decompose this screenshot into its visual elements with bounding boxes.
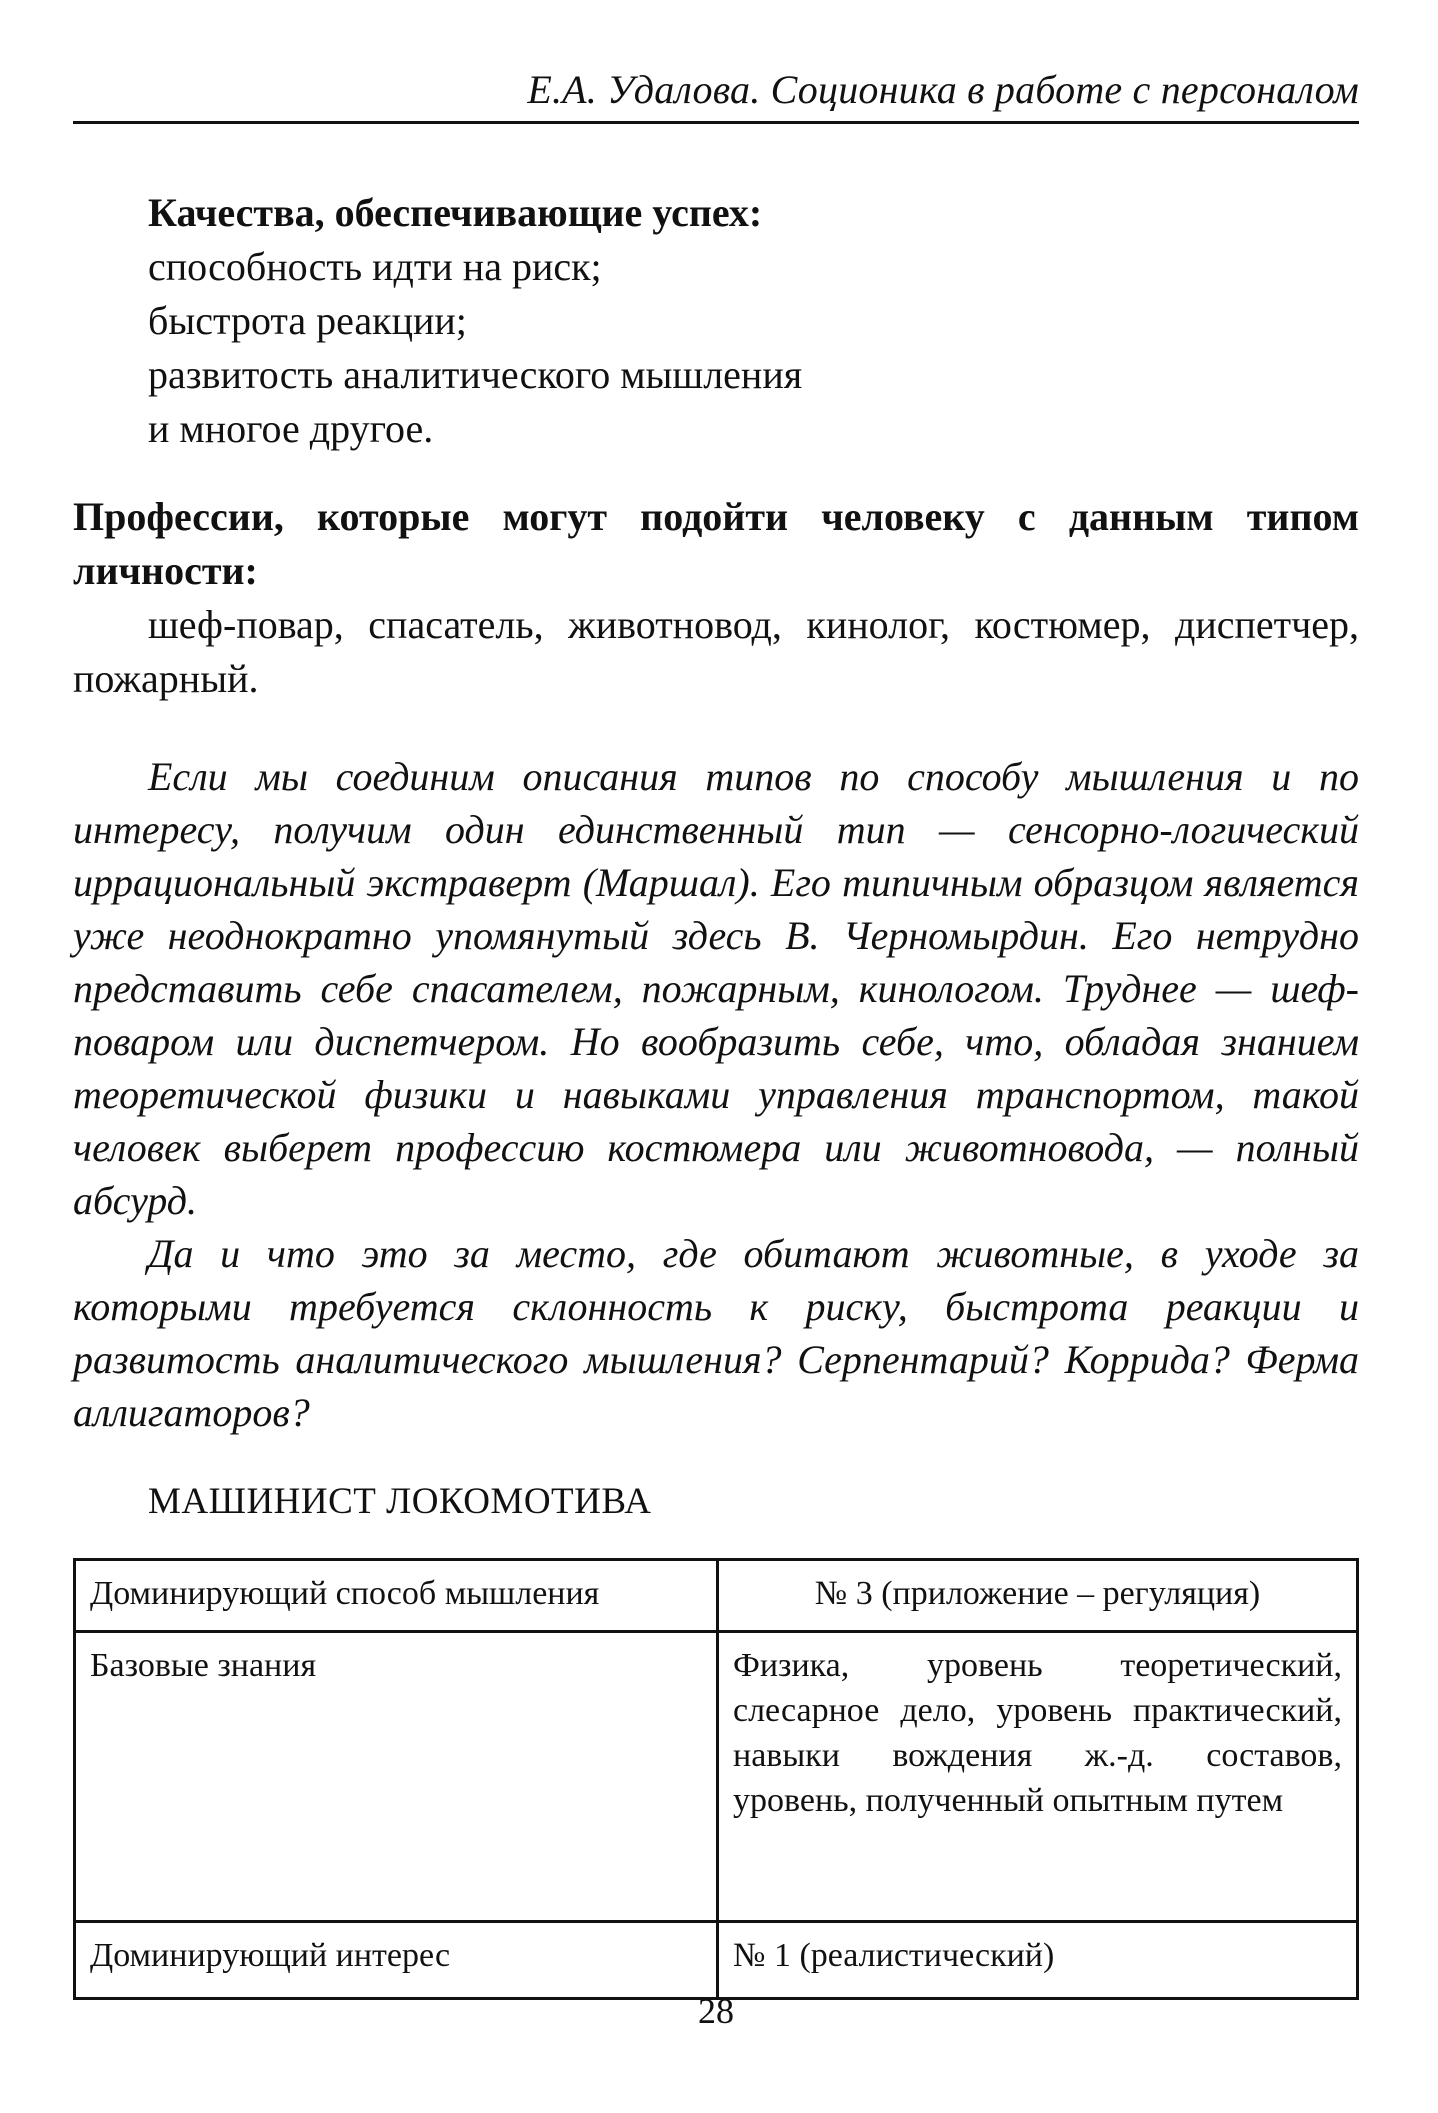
table-cell-value: Физика, уровень теоретический, слесарное дело, уровень практический, навыки вождения ж.-д. составов, уровень, полученный опытным путем [718,1632,1358,1922]
profession-table [73,1558,1359,2000]
header-rule [73,121,1359,124]
page-number: 28 [698,1991,734,2031]
table-cell-label: Доминирующий интерес [75,1922,718,1999]
professions-list: шеф-повар, спасатель, животновод, кинолог, костюмер, диспетчер, пожарный. [73,602,1359,701]
table-cell-label: Доминирующий способ мышления [75,1560,718,1632]
table-row [75,1922,1358,1999]
professions-heading: Профессии, которые могут подойти человеку с данным типом личности: [73,494,1359,593]
qualities-item: развитость аналитического мышления [148,352,803,397]
qualities-item: быстрота реакции; [148,298,467,343]
table-cell-value: № 1 (реалистический) [718,1922,1358,1999]
table-row [75,1560,1358,1632]
running-header: Е.А. Удалова. Соционика в работе с персоналом [527,67,1359,112]
table-cell-value: № 3 (приложение – регуляция) [718,1560,1358,1632]
table-row [75,1632,1358,1922]
book-page [73,0,1359,2113]
qualities-section [73,186,1359,456]
commentary-section [73,750,1359,1439]
qualities-heading: Качества, обеспечивающие успех: [148,190,763,235]
qualities-item: и многое другое. [148,406,434,451]
professions-section [73,490,1359,706]
section-title: МАШИНИСТ ЛОКОМОТИВА [148,1481,652,1522]
commentary-paragraph: Если мы соединим описания типов по способу мышления и по интересу, получим один единственный тип — сенсорно-логический иррациональный экстраверт (Маршал). Его типичным образцом является уже неоднократно упомянутый здесь В. Черномырдин. Его нетрудно представить себе спасателем, пожарным, кинологом. Труднее — шеф-поваром или диспетчером. Но вообразить себе, что, обладая знанием теоретической физики и навыками управления транспортом, такой человек выберет профессию костюмера или животновода, — полный абсурд. [73,754,1359,1223]
commentary-paragraph: Да и что это за место, где обитают животные, в уходе за которыми требуется склонность к риску, быстрота реакции и развитость аналитического мышления? Серпентарий? Коррида? Ферма аллигаторов? [73,1231,1359,1435]
qualities-item: способность идти на риск; [148,244,602,289]
table-cell-label: Базовые знания [75,1632,718,1922]
